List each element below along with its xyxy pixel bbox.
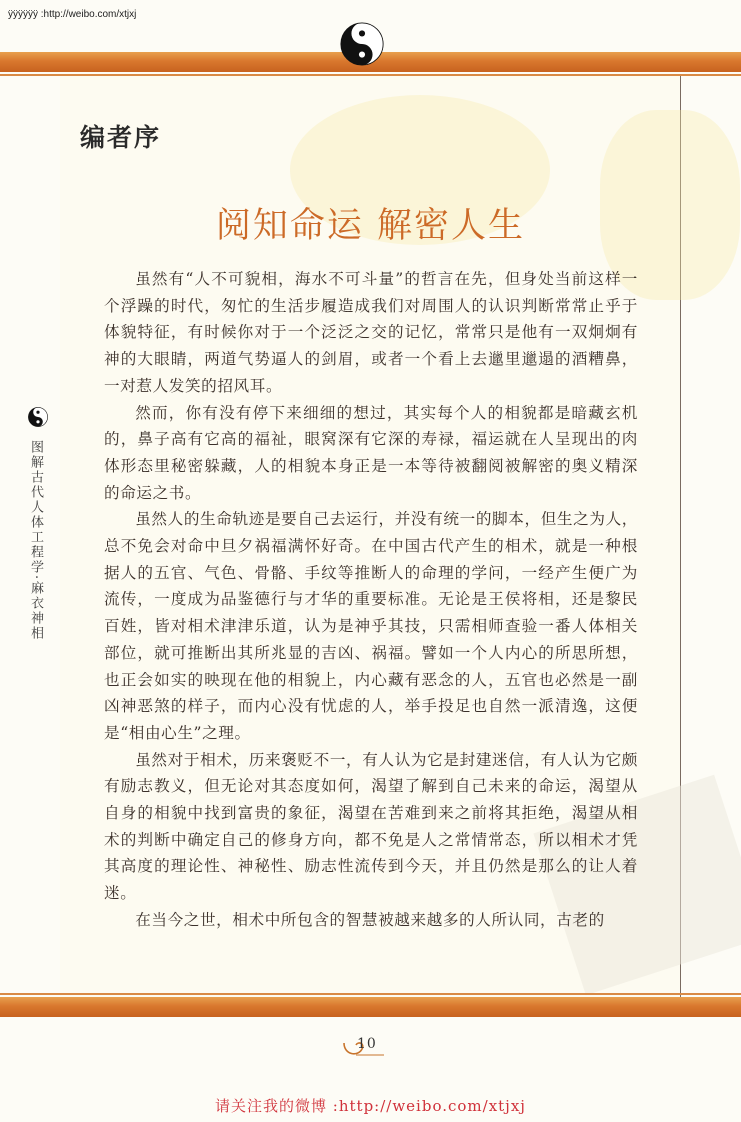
paragraph: 在当今之世，相术中所包含的智慧被越来越多的人所认同，古老的 — [135, 910, 605, 929]
page-number-block — [340, 1033, 400, 1061]
yin-yang-icon — [340, 22, 384, 66]
page-number: 10 — [357, 1036, 377, 1052]
paragraph: 然而，你有没有停下来细细的想过，其实每个人的相貌都是暗藏玄机的，鼻子高有它高的福祉，眼窝深有它深的寿禄，福运就在人呈现出的肉体形态里秘密躲藏，人的相貌本身正是一本等待被翻阅被解密的奥义精深的命运之书。 — [104, 403, 638, 502]
paragraph: 虽然人的生命轨迹是要自己去运行，并没有统一的脚本，但生之为人，总不免会对命中旦夕祸福满怀好奇。在中国古代产生的相术，就是一种根据人的五官、气色、骨骼、手纹等推断人的命理的学问，一经产生便广为流传，一度成为品鉴德行与才华的重要标准。无论是王侯将相，还是黎民百姓，皆对相术津津乐道，认为是神乎其技，只需相师查验一番人体相关部位，就可推断出其所兆显的吉凶、祸福。譬如一个人内心的所思所想，也正会如实的映现在他的相貌上，内心藏有恶念的人，五官也必然是一副凶神恶煞的样子，而内心没有忧虑的人，举手投足也自然一派清逸，这便是“相由心生”之理。 — [104, 510, 638, 742]
yin-yang-icon — [28, 407, 48, 427]
article-body — [104, 266, 638, 934]
section-label: 编者序 — [80, 123, 162, 152]
bottom-decorative-band — [0, 997, 741, 1017]
book-title-vertical: 图解古代人体工程学·麻衣神相 — [28, 440, 43, 642]
article-title: 阅知命运 解密人生 — [215, 206, 526, 246]
paragraph: 虽然有“人不可貌相，海水不可斗量”的哲言在先，但身处当前这样一个浮躁的时代，匆忙的生活步履造成我们对周围人的认识判断常常止乎于体貌特征，有时候你对于一个泛泛之交的记忆，常常只是他有一双炯炯有神的大眼睛，两道气势逼人的剑眉，或者一个看上去邋里邋遢的酒糟鼻，一对惹人发笑的招风耳。 — [104, 270, 638, 395]
paragraph: 虽然对于相术，历来褒贬不一，有人认为它是封建迷信，有人认为它颇有励志教义，但无论对其态度如何，渴望了解到自己未来的命运，渴望从自身的相貌中找到富贵的象征，渴望在苦难到来之前将其拒绝，渴望从相术的判断中确定自己的修身方向，都不免是人之常情常态，所以相术才凭其高度的理论性、神秘性、励志性流传到今天，并且仍然是那么的让人着迷。 — [104, 750, 638, 903]
promo-footer: 请关注我的微博 :http://weibo.com/xtjxj — [215, 1097, 526, 1115]
bottom-band-rule — [0, 993, 741, 995]
header-watermark: ÿÿÿÿÿÿ :http://weibo.com/xtjxj — [8, 9, 137, 20]
